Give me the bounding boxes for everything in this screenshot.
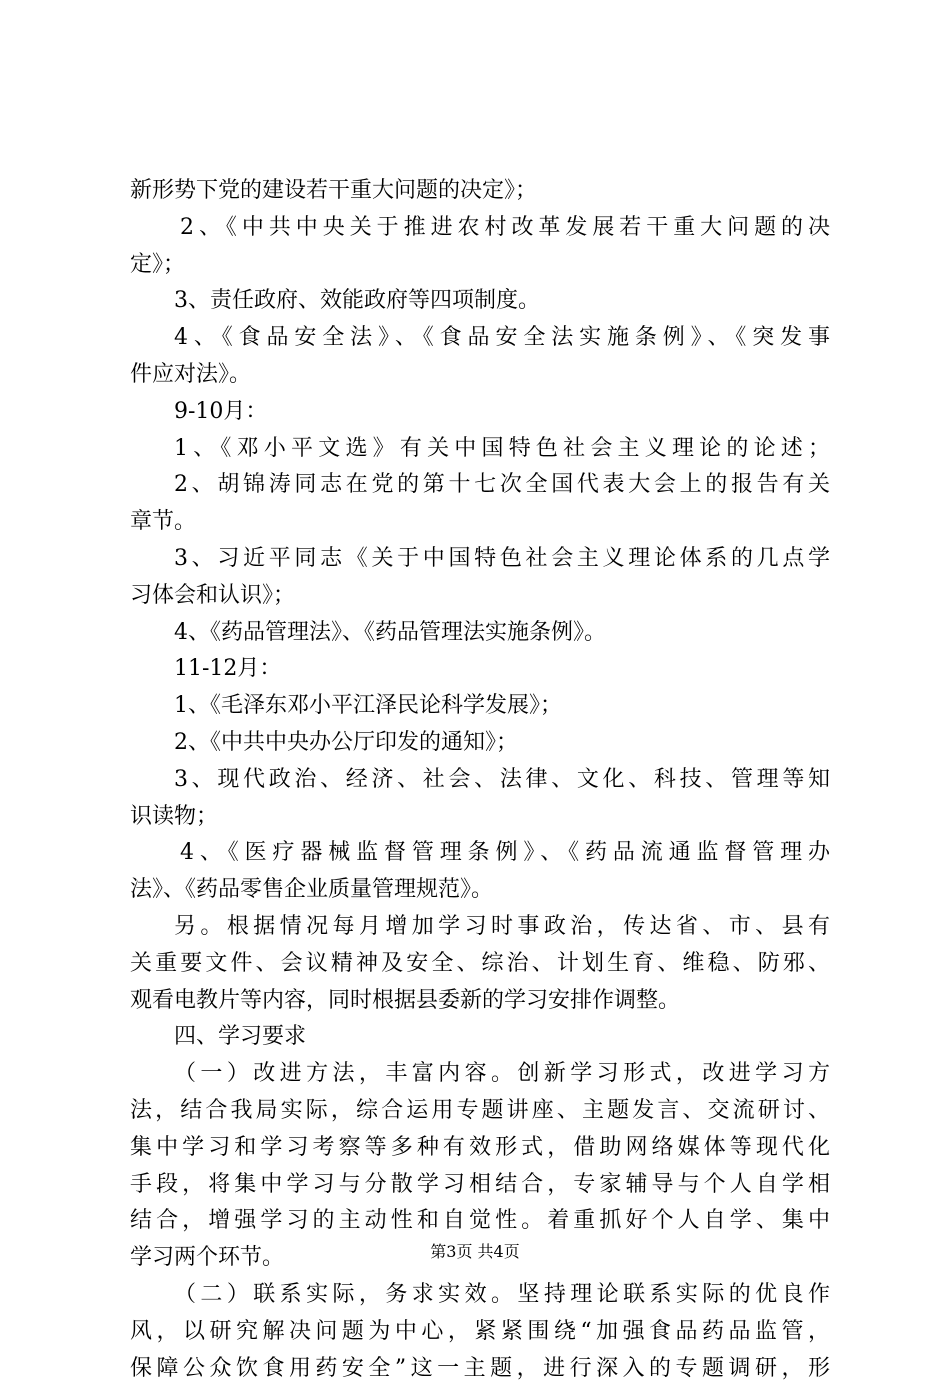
text-line: 保障公众饮食用药安全”这一主题，进行深入的专题调研，形 bbox=[130, 1351, 830, 1387]
text-line: 2、胡锦涛同志在党的第十七次全国代表大会上的报告有关 bbox=[130, 467, 830, 504]
text-line: 4、《食品安全法》、《食品安全法实施条例》、《突发事 bbox=[130, 320, 830, 357]
text-line: 习体会和认识》； bbox=[130, 578, 830, 615]
text-line: 手段，将集中学习与分散学习相结合，专家辅导与个人自学相 bbox=[130, 1167, 830, 1204]
text-line: 1、《邓小平文选》有关中国特色社会主义理论的论述； bbox=[130, 431, 830, 468]
text-line: 11-12月： bbox=[130, 651, 830, 688]
text-line: 观看电教片等内容，同时根据县委新的学习安排作调整。 bbox=[130, 983, 830, 1020]
text-line: 定》； bbox=[130, 247, 830, 284]
text-line: 3、现代政治、经济、社会、法律、文化、科技、管理等知 bbox=[130, 762, 830, 799]
text-line: 3、责任政府、效能政府等四项制度。 bbox=[130, 283, 830, 320]
text-line: 法》、《药品零售企业质量管理规范》。 bbox=[130, 872, 830, 909]
text-line: 识读物； bbox=[130, 799, 830, 836]
text-line: 关重要文件、会议精神及安全、综治、计划生育、维稳、防邪、 bbox=[130, 946, 830, 983]
text-line: 章节。 bbox=[130, 504, 830, 541]
text-line: 四、学习要求 bbox=[130, 1019, 830, 1056]
text-line: 2、《中共中央办公厅印发的通知》； bbox=[130, 725, 830, 762]
text-line: 1、《毛泽东邓小平江泽民论科学发展》； bbox=[130, 688, 830, 725]
text-line: 集中学习和学习考察等多种有效形式，借助网络媒体等现代化 bbox=[130, 1130, 830, 1167]
document-body bbox=[130, 173, 830, 1387]
page-footer bbox=[0, 1241, 950, 1263]
page-number-label: 第3页 共4页 bbox=[430, 1242, 519, 1261]
text-line: 新形势下党的建设若干重大问题的决定》； bbox=[130, 173, 830, 210]
text-line: 法，结合我局实际，综合运用专题讲座、主题发言、交流研讨、 bbox=[130, 1093, 830, 1130]
text-line: （一）改进方法，丰富内容。创新学习形式，改进学习方 bbox=[130, 1056, 830, 1093]
text-line: 4、《医疗器械监督管理条例》、《药品流通监督管理办 bbox=[130, 835, 830, 872]
text-line: 2、《中共中央关于推进农村改革发展若干重大问题的决 bbox=[130, 210, 830, 247]
text-line: 件应对法》。 bbox=[130, 357, 830, 394]
text-line: 9-10月： bbox=[130, 394, 830, 431]
text-line: 风，以研究解决问题为中心，紧紧围绕“加强食品药品监管， bbox=[130, 1314, 830, 1351]
text-line: 4、《药品管理法》、《药品管理法实施条例》。 bbox=[130, 615, 830, 652]
text-line: 3、习近平同志《关于中国特色社会主义理论体系的几点学 bbox=[130, 541, 830, 578]
text-line: 结合，增强学习的主动性和自觉性。着重抓好个人自学、集中 bbox=[130, 1203, 830, 1240]
text-line: 学习两个环节。 bbox=[130, 1240, 830, 1277]
text-line: 另。根据情况每月增加学习时事政治，传达省、市、县有 bbox=[130, 909, 830, 946]
text-line: （二）联系实际，务求实效。坚持理论联系实际的优良作 bbox=[130, 1277, 830, 1314]
